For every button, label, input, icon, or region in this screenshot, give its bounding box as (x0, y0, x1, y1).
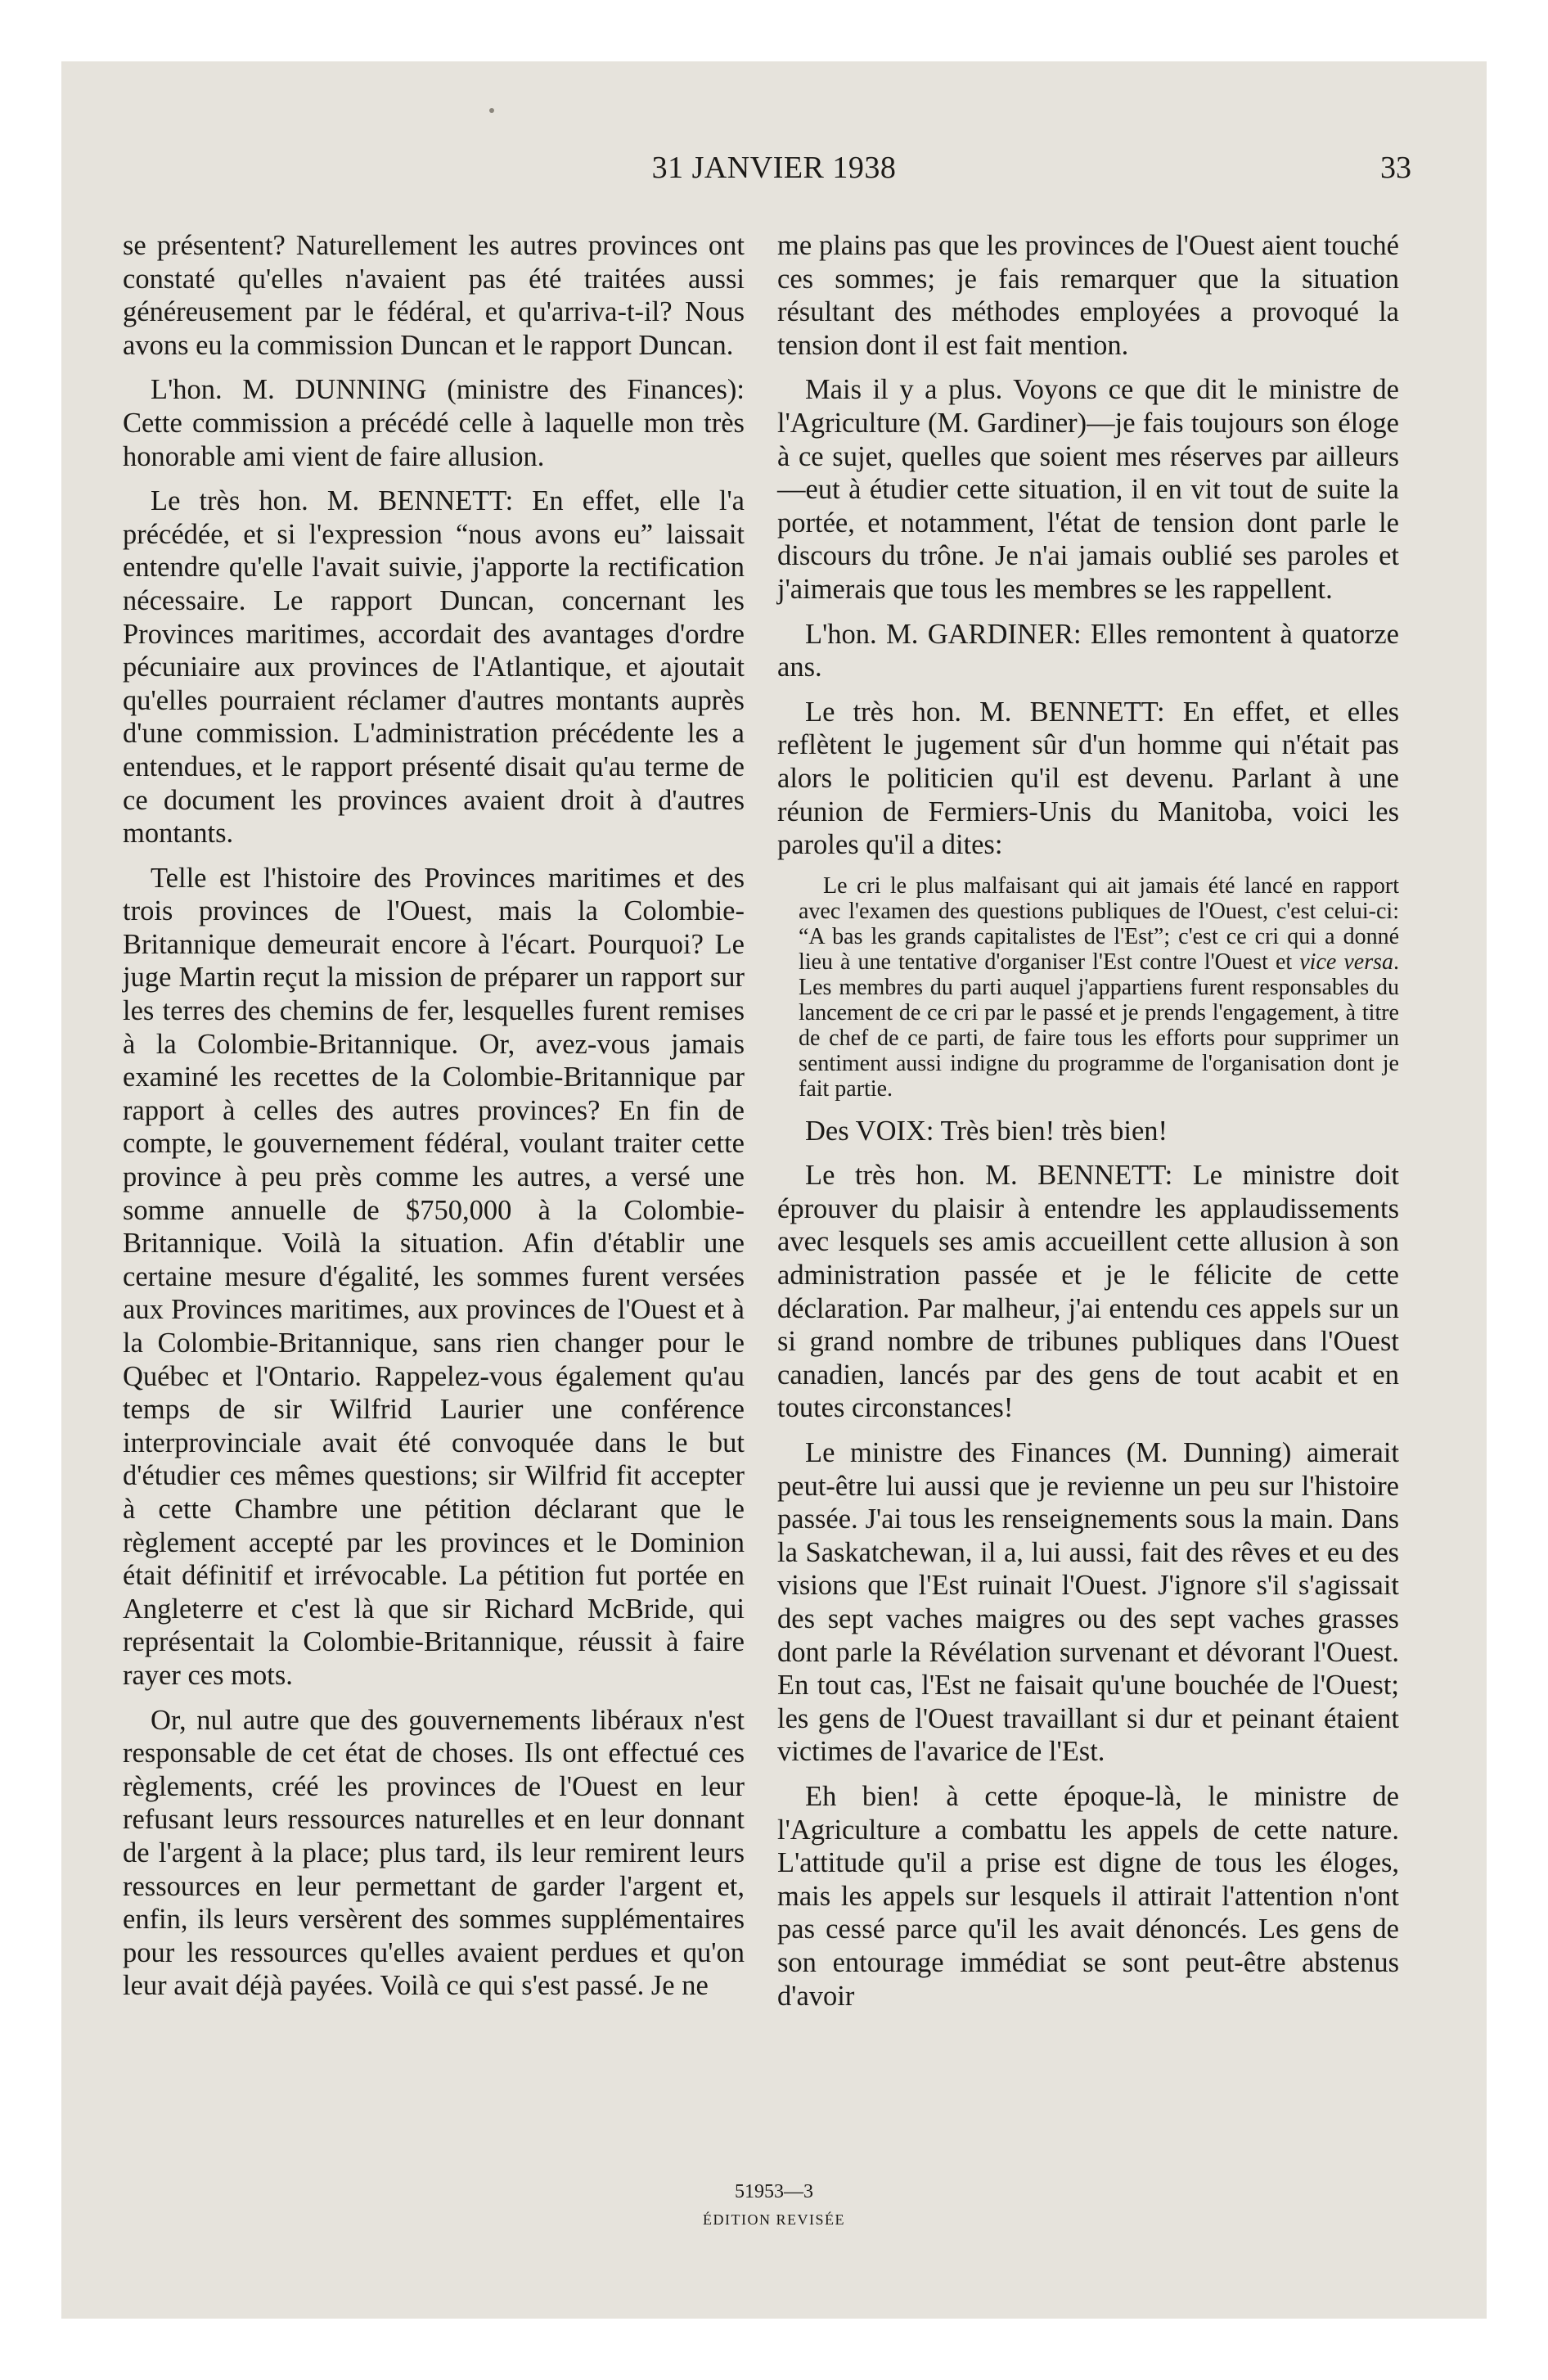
paragraph: L'hon. M. GARDINER: Elles remontent à quatorze ans. (777, 618, 1399, 683)
paragraph: se présentent? Naturellement les autres provinces ont constaté qu'elles n'avaient pas été traitées aussi généreusement par le fédéral, et qu'arriva-t-il? Nous avons eu la commission Duncan et le rapport Duncan. (123, 230, 745, 361)
page-footer (61, 2181, 1487, 2229)
paragraph: Eh bien! à cette époque-là, le ministre de l'Agriculture a combattu les appels de cette nature. L'attitude qu'il a prise est digne de tous les éloges, mais les appels sur lesquels il attirait l'attention n'ont pas cessé parce qu'il les avait dénoncés. Les gens de son entourage immédiat se sont peut-être abstenus d'avoir (777, 1780, 1399, 2012)
paragraph: Le très hon. M. BENNETT: Le ministre doit éprouver du plaisir à entendre les applaudissements avec lesquels ses amis accueillent cette allusion à son administration passée et je le félicite de cette déclaration. Par malheur, j'ai entendu ces appels sur un si grand nombre de tribunes publiques dans l'Ouest canadien, lancés par des gens de tout acabit et en toutes circonstances! (777, 1160, 1399, 1424)
quote-italic: vice versa (1299, 949, 1393, 975)
right-column (777, 229, 1399, 2024)
paragraph: Mais il y a plus. Voyons ce que dit le ministre de l'Agriculture (M. Gardiner)—je fais toujours son éloge à ce sujet, quelles que soient mes réserves par ailleurs—eut à étudier cette situation, il en vit tout de suite la portée, et notamment, l'état de tension dont parle le discours du trône. Je n'ai jamais oublié ses paroles et j'aimerais que tous les membres se les rappellent. (777, 374, 1399, 605)
paragraph: Or, nul autre que des gouvernements libéraux n'est responsable de cet état de choses. Ils ont effectué ces règlements, créé les provinces de l'Ouest en leur refusant leurs ressources naturelles et en leur donnant de l'argent à la place; plus tard, ils leur remirent leurs ressources en leur permettant de garder l'argent et, enfin, ils leurs versèrent des sommes supplémentaires pour les ressources qu'elles avaient perdues et qu'on leur avait déjà payées. Voilà ce qui s'est passé. Je ne (123, 1704, 745, 2002)
paragraph: Le ministre des Finances (M. Dunning) aimerait peut-être lui aussi que je revienne un peu sur l'histoire passée. J'ai tous les renseignements sous la main. Dans la Saskatchewan, il a, lui aussi, fait des rêves et eu des visions que l'Est ruinait l'Ouest. J'ignore s'il s'agissait des sept vaches maigres ou des sept vaches grasses dont parle la Révélation survenant et dévorant l'Ouest. En tout cas, l'Est ne faisait qu'une bouchée de l'Ouest; les gens de l'Ouest travaillant si dur et peinant étaient victimes de l'avarice de l'Est. (777, 1437, 1399, 1768)
page-number: 33 (1380, 151, 1411, 185)
edition-label: ÉDITION REVISÉE (703, 2211, 845, 2228)
paragraph: Le très hon. M. BENNETT: En effet, et elles reflètent le jugement sûr d'un homme qui n'était pas alors le politicien qu'il est devenu. Parlant à une réunion de Fermiers-Unis du Manitoba, voici les paroles qu'il a dites: (777, 696, 1399, 861)
paragraph: Des VOIX: Très bien! très bien! (805, 1115, 1168, 1147)
page-header (61, 150, 1487, 191)
quotation (799, 873, 1399, 1102)
paragraph: me plains pas que les provinces de l'Ouest aient touché ces sommes; je fais remarquer que la situation résultant des méthodes employées a provoqué la tension dont il est fait mention. (777, 230, 1399, 361)
header-date: 31 JANVIER 1938 (651, 151, 897, 185)
ink-speck (489, 108, 494, 113)
quote-text: . Les membres du parti auquel j'appartiens furent responsables du lancement de ce cri par le passé et je prends l'engagement, à titre de chef de ce parti, de faire tous les efforts pour supprimer un sentiment aussi indigne du programme de l'organisation dont je fait partie. (799, 949, 1399, 1102)
paragraph: L'hon. M. DUNNING (ministre des Finances): Cette commission a précédé celle à laquelle mon très honorable ami vient de faire allusion. (123, 374, 745, 472)
left-column (123, 229, 745, 2014)
paragraph: Le très hon. M. BENNETT: En effet, elle l'a précédée, et si l'expression “nous avons eu” laissait entendre qu'elle l'avait suivie, j'apporte la rectification nécessaire. Le rapport Duncan, concernant les Provinces maritimes, accordait des avantages d'ordre pécuniaire aux provinces de l'Atlantique, et ajoutait qu'elles pourraient réclamer d'autres montants auprès d'une commission. L'administration précédente les a entendues, et le rapport présenté disait qu'au terme de ce document les provinces avaient droit à d'autres montants. (123, 485, 745, 850)
quote-text: Le cri le plus malfaisant qui ait jamais été lancé en rapport avec l'examen des questions publiques de l'Ouest, c'est celui-ci: “A bas les grands capitalistes de l'Est”; c'est ce cri qui a donné lieu à une tentative d'organiser l'Est contre l'Ouest et (799, 872, 1399, 975)
page-sheet (61, 61, 1487, 2319)
paragraph: Telle est l'histoire des Provinces maritimes et des trois provinces de l'Ouest, mais la Colombie-Britannique demeurait encore à l'écart. Pourquoi? Le juge Martin reçut la mission de préparer un rapport sur les terres des chemins de fer, lesquelles furent remises à la Colombie-Britannique. Or, avez-vous jamais examiné les recettes de la Colombie-Britannique par rapport à celles des autres provinces? En fin de compte, le gouvernement fédéral, voulant traiter cette province à peu près comme les autres, a versé une somme annuelle de $750,000 à la Colombie-Britannique. Voilà la situation. Afin d'établir une certaine mesure d'égalité, les sommes furent versées aux Provinces maritimes, aux provinces de l'Ouest et à la Colombie-Britannique, sans rien changer pour le Québec et l'Ontario. Rappelez-vous également qu'au temps de sir Wilfrid Laurier une conférence interprovinciale avait été convoquée dans le but d'étudier ces mêmes questions; sir Wilfrid fit accepter à cette Chambre une pétition déclarant que le règlement accepté par les provinces et le Dominion était définitif et irrévocable. La pétition fut portée en Angleterre et c'est là que sir Richard McBride, qui représentait la Colombie-Britannique, réussit à faire rayer ces mots. (123, 862, 745, 1691)
print-code: 51953—3 (735, 2181, 813, 2202)
